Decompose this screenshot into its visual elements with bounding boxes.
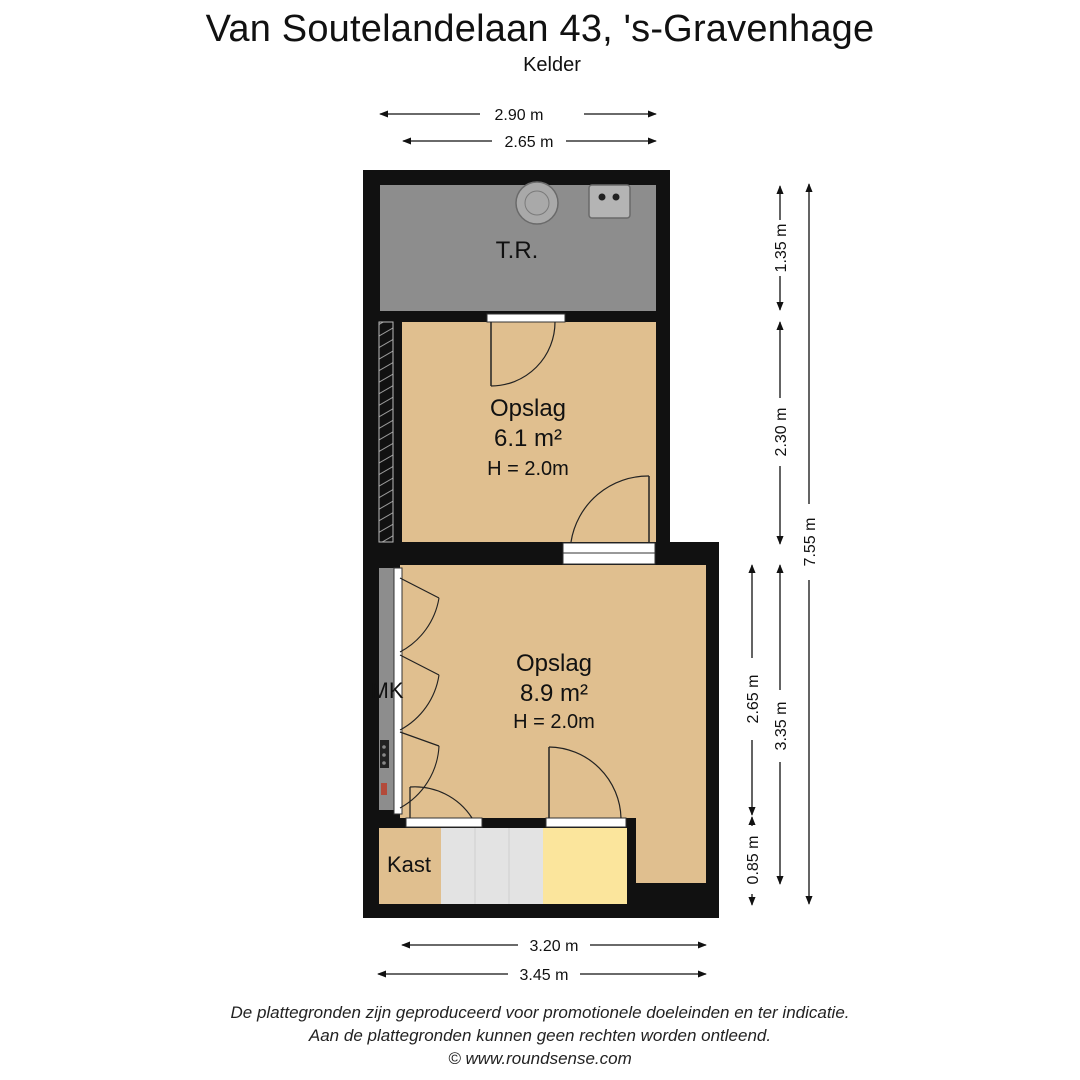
dim-right-opslag-bottom — [773, 565, 790, 884]
dim-right-total-label: 7.55 m — [802, 517, 819, 567]
floor-name: Kelder — [523, 54, 581, 76]
dim-bottom-inner — [402, 938, 706, 955]
opslag-bottom-height: H = 2.0m — [513, 711, 595, 733]
tr-label: T.R. — [495, 237, 539, 264]
disclaimer — [0, 1001, 1080, 1070]
dim-right-tr-label: 1.35 m — [773, 223, 790, 273]
opslag-top-height: H = 2.0m — [487, 458, 569, 480]
dim-bottom-inner-label: 3.20 m — [529, 938, 579, 955]
dim-right-total — [802, 184, 819, 904]
dim-right-opslag-bottom-inner-label: 2.65 m — [745, 674, 762, 724]
boiler-icon — [516, 182, 558, 224]
plan-title: Van Soutelandelaan 43, 's-Gravenhage — [205, 8, 875, 50]
dim-right-opslag-top-label: 2.30 m — [773, 407, 790, 457]
copyright: © www.roundsense.com — [448, 1049, 632, 1068]
dim-top-inner — [403, 134, 656, 151]
dim-right-kast — [745, 817, 762, 905]
disclaimer-line-2: Aan de plattegronden kunnen geen rechten worden ontleend. — [308, 1026, 772, 1045]
dim-right-opslag-bottom-label: 3.35 m — [773, 701, 790, 751]
mk-label: MK — [370, 678, 404, 703]
dim-right-opslag-bottom-inner — [745, 565, 762, 815]
dim-bottom-outer-label: 3.45 m — [519, 967, 569, 984]
dim-top-inner-label: 2.65 m — [504, 134, 554, 151]
dim-bottom-outer — [378, 967, 706, 984]
dim-top-outer — [380, 107, 656, 124]
hatched-wall-section — [379, 322, 393, 542]
opslag-top-label: Opslag — [489, 395, 567, 422]
stairs — [441, 828, 543, 904]
yellow-room-floor — [543, 828, 627, 904]
opslag-top-area: 6.1 m² — [493, 425, 563, 452]
dim-top-outer-label: 2.90 m — [494, 107, 544, 124]
meter-box-icon — [381, 783, 387, 795]
kast-label: Kast — [386, 852, 432, 877]
opslag-bottom-label: Opslag — [515, 650, 593, 677]
dim-right-kast-label: 0.85 m — [745, 835, 762, 885]
opslag-bottom-area: 8.9 m² — [519, 680, 589, 707]
dim-right-opslag-top — [773, 322, 790, 544]
meter-icon — [589, 185, 630, 218]
dim-right-tr — [773, 186, 790, 310]
disclaimer-line-1: De plattegronden zijn geproduceerd voor promotionele doeleinden en ter indicatie. — [230, 1003, 850, 1022]
